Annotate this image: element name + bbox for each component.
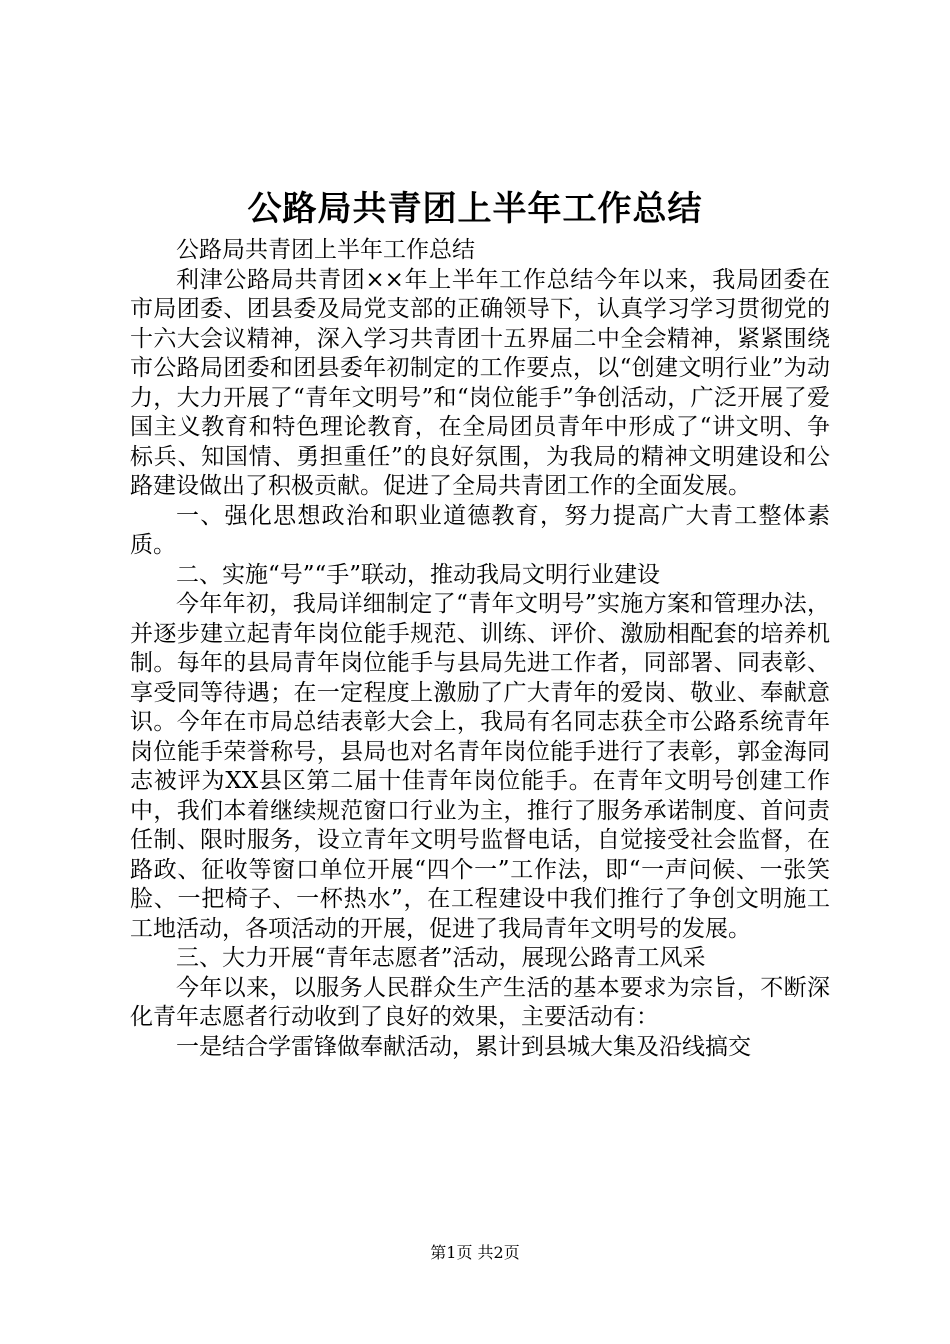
subtitle-paragraph: 公路局共青团上半年工作总结 (176, 237, 475, 263)
section-heading-1: 一、强化思想政治和职业道德教育，努力提高广大青工整体素质。 (130, 502, 830, 558)
section-3-paragraph: 今年以来，以服务人民群众生产生活的基本要求为宗旨，不断深化青年志愿者行动收到了良好的效果，主要活动有： (130, 974, 830, 1030)
page-footer (0, 1243, 950, 1263)
section-2-paragraph: 今年年初，我局详细制定了“青年文明号”实施方案和管理办法，并逐步建立起青年岗位能手规范、训练、评价、激励相配套的培养机制。每年的县局青年岗位能手与县局先进工作者，同部署、同表彰、享受同等待遇；在一定程度上激励了广大青年的爱岗、敬业、奉献意识。今年在市局总结表彰大会上，我局有名同志获全市公路系统青年岗位能手荣誉称号，县局也对名青年岗位能手进行了表彰，郭金海同志被评为XX县区第二届十佳青年岗位能手。在青年文明号创建工作中，我们本着继续规范窗口行业为主，推行了服务承诺制度、首问责任制、限时服务，设立青年文明号监督电话，自觉接受社会监督，在路政、征收等窗口单位开展“四个一”工作法，即“一声问候、一张笑脸、一把椅子、一杯热水”，在工程建设中我们推行了争创文明施工工地活动，各项活动的开展，促进了我局青年文明号的发展。 (130, 591, 830, 942)
section-heading-2: 二、实施“号”“手”联动，推动我局文明行业建设 (176, 561, 661, 588)
intro-paragraph: 利津公路局共青团××年上半年工作总结今年以来，我局团委在市局团委、团县委及局党支部的正确领导下，认真学习学习贯彻党的十六大会议精神，深入学习共青团十五界届二中全会精神，紧紧围绕市公路局团委和团县委年初制定的工作要点，以“创建文明行业”为动力，大力开展了“青年文明号”和“岗位能手”争创活动，广泛开展了爱国主义教育和特色理论教育，在全局团员青年中形成了“讲文明、争标兵、知国情、勇担重任”的良好氛围，为我局的精神文明建设和公路建设做出了积极贡献。促进了全局共青团工作的全面发展。 (130, 266, 830, 499)
section-heading-3: 三、大力开展“青年志愿者”活动，展现公路青工风采 (176, 945, 706, 971)
document-body (130, 236, 830, 1062)
section-3-item-1: 一是结合学雷锋做奉献活动，累计到县城大集及沿线搞交 (176, 1033, 751, 1060)
page-indicator: 第1页 共2页 (430, 1243, 520, 1262)
document-title: 公路局共青团上半年工作总结 (247, 189, 703, 229)
